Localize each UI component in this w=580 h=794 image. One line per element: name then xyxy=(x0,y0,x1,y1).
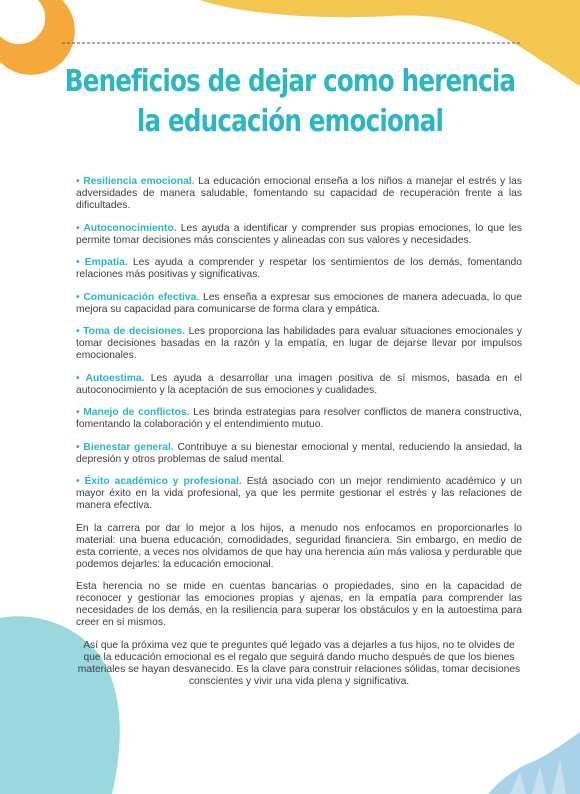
page-title xyxy=(0,62,580,142)
benefit-item-exito xyxy=(76,476,522,512)
benefit-term: • Empatía. xyxy=(76,257,128,268)
benefit-term: • Resiliencia emocional. xyxy=(76,176,195,187)
benefit-text: Les brinda estrategias para resolver conflictos de manera constructiva, fomentando la colaboración y el entendimiento mutuo. xyxy=(76,407,522,430)
benefit-item-conflictos xyxy=(76,407,522,431)
benefit-item-autoconocimiento xyxy=(76,223,522,247)
benefit-term: • Bienestar general. xyxy=(76,441,174,453)
paragraph-3: Así que la próxima vez que te preguntes qué legado vas a dejarles a tus hijos, no te olvides de que la educación emocional es el regalo que seguirá dando mucho después de que los bienes materiales se hayan desvanecido. Es la clave para construir relaciones sólidas, tomar decisiones conscientes y vivir una vida plena y significativa. xyxy=(77,639,521,687)
benefit-text: Les proporciona las habilidades para evaluar situaciones emocionales y tomar decisiones basadas en la razón y la empatía, en lugar de dejarse llevar por impulsos emocionales. xyxy=(76,326,522,361)
title-line-2: la educación emocional xyxy=(136,104,444,139)
benefit-term: • Autoconocimiento. xyxy=(76,222,177,234)
benefit-item-comunicacion xyxy=(76,292,522,316)
benefit-text: Les ayuda a identificar y comprender sus propias emociones, lo que les permite tomar decisiones más conscientes y alineadas con sus valores y necesidades. xyxy=(76,222,522,246)
paragraph-1: En la carrera por dar lo mejor a los hijos, a menudo nos enfocamos en proporcionarles lo material: una buena educación, comodidades, seguridad financiera. Sin embargo, en medio de esta corriente, a veces nos olvidamos de que hay una herencia aún más valiosa y perdurable que podemos dejarles: la educación emocional. xyxy=(76,522,522,570)
benefit-text: Les enseña a expresar sus emociones de manera adecuada, lo que mejora su capacidad para comunicarse de forma clara y empática. xyxy=(76,291,522,315)
benefit-term: • Autoestima. xyxy=(76,372,145,384)
benefit-item-toma-decisiones xyxy=(76,326,522,362)
benefit-text: Les ayuda a comprender y respetar los sentimientos de los demás, fomentando relaciones más positivas y significativas. xyxy=(76,257,522,280)
article-body xyxy=(76,176,522,698)
brush-stroke-decoration xyxy=(480,728,580,794)
title-line-1: Beneficios de dejar como herencia xyxy=(64,64,516,99)
benefit-item-autoestima xyxy=(76,373,522,397)
benefit-term: • Comunicación efectiva. xyxy=(76,291,200,303)
benefit-term: • Manejo de conflictos. xyxy=(76,407,190,418)
benefit-text: La educación emocional enseña a los niños a manejar el estrés y las adversidades de manera saludable, fomentando su capacidad de recuperación frente a las dificultades. xyxy=(76,176,522,211)
benefit-text: Está asociado con un mejor rendimiento académico y un mayor éxito en la vida profesional, ya que les permite gestionar el estrés y las relaciones de manera efectiva. xyxy=(76,476,522,511)
benefit-term: • Toma de decisiones. xyxy=(76,326,186,337)
benefit-item-bienestar xyxy=(76,442,522,466)
dashed-divider xyxy=(62,40,522,46)
benefit-text: Les ayuda a desarrollar una imagen positiva de sí mismos, basada en el autoconocimiento y la aceptación de sus emociones y cualidades. xyxy=(76,372,522,396)
paragraph-2: Esta herencia no se mide en cuentas bancarias o propiedades, sino en la capacidad de reconocer y gestionar las emociones propias y ajenas, en la empatía para comprender las necesidades de los demás, en la resiliencia para superar los obstáculos y en la autoestima para creer en sí mismos. xyxy=(76,581,522,628)
benefit-text: Contribuye a su bienestar emocional y mental, reduciendo la ansiedad, la depresión y otros problemas de salud mental. xyxy=(76,441,522,465)
benefit-item-resiliencia xyxy=(76,176,522,212)
benefit-term: • Éxito académico y profesional. xyxy=(76,476,242,487)
benefit-item-empatia xyxy=(76,257,522,281)
